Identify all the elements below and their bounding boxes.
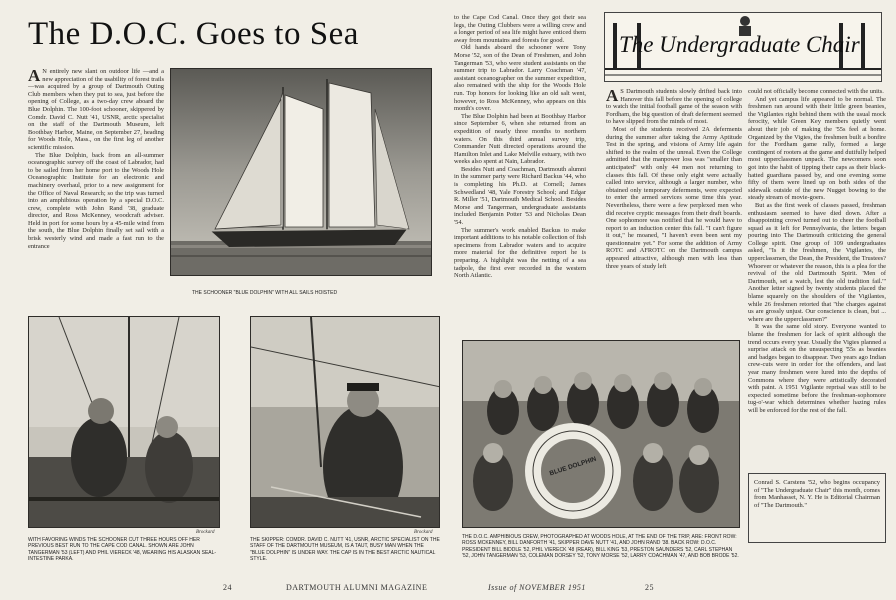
life-ring-label: BLUE DOLPHIN (548, 455, 598, 478)
crew-on-deck-caption: WITH FAVORING WINDS THE SCHOONER CUT THREE HOURS OFF HER PREVIOUS BEST RUN TO THE CAPE COD CANAL. SHOWN ARE JOHN TANGERMAN '53 (LEFT) AND PHIL VIERECK '48, WEARING HIS ALASKAN SEAL-INTESTINE PARKA. (28, 537, 217, 563)
left-col2-paragraph-3: The Blue Dolphin had been at Boothbay Harbor since September 6, when she returned from an expedition of nearly three months to northern waters. On this third annual survey trip, Commander Nutt directed operations around the Hamilton Inlet and Lake Melville estuary, with two weeks also spent at Nain, Labrador. (454, 112, 586, 166)
editor-note: Conrad S. Carstens '52, who begins occupancy of "The Undergraduate Chair" this month, comes from Manhasset, N. Y. He is Editorial Chairman of "The Dartmouth." (754, 479, 880, 509)
article-headline: The D.O.C. Goes to Sea (28, 16, 359, 52)
left-column-1 (28, 68, 164, 280)
skipper-caption: THE SKIPPER: COMDR. DAVID C. NUTT '41, USNR, ARCTIC SPECIALIST ON THE STAFF OF THE DARTMOUTH MUSEUM, IS A TAUT, BUSY MAN WHEN THE "BLUE DOLPHIN" IS UNDER WAY. THE CAP IS IN THE BEST ARCTIC NAUTICAL STYLE. (250, 537, 440, 563)
issue-date: Issue of NOVEMBER 1951 (488, 583, 586, 592)
left-col2-paragraph-1: to the Cape Cod Canal. Once they got their sea legs, the Outing Clubbers were a willing crew and a longer period of sea life might have enticed them away from mountains and forests for good. (454, 14, 586, 44)
right-paragraph-1: A S Dartmouth students slowly drifted back into Hanover this fall before the opening of college to watch the initial football game of the season with Fordham, the big question of draft deferment seemed to have slipped from the minds of most. (606, 88, 742, 126)
photo-credit-right: Brockard (414, 530, 433, 535)
schooner-photo (170, 68, 432, 276)
right-col2-paragraph-4: It was the same old story. Everyone wanted to blame the freshmen for lack of spirit although the trend occurs every year. Usually the Vigies planned a surprise attack on the unsuspecting '55s as beanies and badges began to disappear. Two years ago Indian crew-cuts were in order for the offenders, and last year many freshmen were lured into the depths of Commons where they were artistically decorated with paint. A 1951 Vigilante reprisal was still to be expected sometime before the freshman-sophomore tug-o'-war which determines whether hazing rules will be enforced for the rest of the fall. (748, 323, 886, 414)
amphibious-crew-photo (462, 340, 740, 528)
schooner-illustration (171, 69, 432, 276)
left-paragraph-2: The Blue Dolphin, back from an all-summer oceanographic survey off the coast of Labrador, had to be sailed from her home port to the Woods Hole Oceanographic Institute for an electronic and machinery overhaul, prior to a new assignment for the Office of Naval Research; so the trip was turned into an amphibious operation by a special D.O.C. crew, complete with John Rand '38, graduate director, and Ross McKenney, woodcraft adviser. Held in port for some hours by a 45-mile wind from the south, the Blue Dolphin finally set sail with a brisk westerly wind and made a fast run to the entrance (28, 151, 164, 250)
skipper-illustration (251, 317, 440, 528)
right-drop-cap: A (606, 88, 619, 105)
right-column-2 (748, 88, 886, 468)
left-col2-paragraph-5: The summer's work enabled Backus to make important additions to his notable collection of fish specimens from Labrador waters and to acquire more material for the definitive report he is preparing. A highlight was the netting of a sea tadpole, the first ever recorded in the western North Atlantic. (454, 226, 586, 280)
skipper-photo (250, 316, 440, 528)
magazine-name: DARTMOUTH ALUMNI MAGAZINE (286, 583, 428, 592)
undergraduate-chair-banner (604, 12, 882, 82)
right-paragraph-2: Most of the students received 2A deferments during the summer after taking the Army Aptitude Test in the spring, and visions of Army life again shifted to the realm of the unreal. Even the College admitted that the manpower loss was "smaller than anticipated" with only 44 men not returning to classes this fall. Of these only eight were actually called into service, although a larger number, who obtained only temporary deferments, were expected to enter the armed services some time this year. Nevertheless, there were a few perplexed men who did receive cryptic messages from their draft boards. One sophomore was notified that he would have to report to an induction center this fall. "I can't figure it out," he moaned, "I haven't even been sent my questionnaire yet." For some the addition of Army ROTC and AFROTC on the Dartmouth campus appeared attractive, although men with less than three years of study left (606, 125, 742, 270)
right-col2-paragraph-1: could not officially become connected with the units. (748, 88, 884, 95)
editor-note-box (748, 473, 886, 543)
right-col2-paragraph-3: But as the first week of classes passed, freshman enthusiasm seemed to have died down. After a disappointing crowd turned out to cheer the football squad as it left for Pennsylvania, the letters began pouring into The Dartmouth criticizing the general College spirit. One group of 109 undergraduates asked, "Is it the freshmen, the Vigilantes, the upperclassmen, the Dean, the President, the Trustees? Whoever or whatever the reason, this is a plea for the revival of the old Dartmouth Spirit. 'Men of Dartmouth, set a watch, lest the old tradition fail.'" Another letter signed by twenty students placed the blame squarely on the shoulders of the Vigilantes, while 26 freshmen retorted that "the charges against us are grossly unjust. Our conscience is clean, but ... where are the upperclassmen?" (748, 201, 886, 323)
schooner-caption: THE SCHOONER "BLUE DOLPHIN" WITH ALL SAILS HOISTED (192, 290, 338, 296)
left-col2-paragraph-4: Besides Nutt and Coachman, Dartmouth alumni in the summer party were Richard Backus '44, who is completing his Ph.D. at Cornell; James Schwedland '48, Yale Forestry School; and Edgar R. Miller '51, Dartmouth Medical School. Besides Morse and Tangerman, undergraduate assistants included Benjamin Potter '53 and Nicholas Dean '54. (454, 165, 586, 227)
amphibious-crew-illustration (463, 341, 740, 528)
photo-credit-left: Brockard (196, 530, 215, 535)
left-paragraph-1: A N entirely new slant on outdoor life —and a new appreciation of the usability of forest trails—was acquired by a group of Dartmouth Outing Club members when they put to sea, just before the opening of College, as a two-day crew aboard the Blue Dolphin. The 100-foot schooner, skippered by Comdr. David C. Nutt '41, USNR, arctic specialist on the staff of the Dartmouth Museum, left Boothbay Harbor, Maine, on September 27, heading for Woods Hole, Mass., on the first leg of another scientific mission. (28, 68, 164, 151)
crew-on-deck-illustration (29, 317, 220, 528)
crew-on-deck-photo (28, 316, 220, 528)
chair-title: The Undergraduate Chair (619, 32, 860, 57)
right-col2-paragraph-2: And yet campus life appeared to be normal. The freshmen ran around with their little green beanies, the Vigilantes right behind them with the usual mock ferocity, while Green Key members quietly went about their job of making the '55s feel at home. Organized by the Vigies, the freshmen built a bonfire for the Fordham game rally, formed a large contingent of rooters at the game and dutifully helped most upperclassmen unpack. The newcomers soon got into the habit of tipping their caps as their black-hatted guardians passed by, and one evening some fifty of them were lined up on both sides of the sidewalk outside of the new Nugget bowing to the steady stream of movie-goers. (748, 95, 886, 202)
amphibious-crew-caption: THE D.O.C. AMPHIBIOUS CREW, PHOTOGRAPHED AT WOODS HOLE, AT THE END OF THE TRIP, ARE: FRONT ROW: ROSS MCKENNEY, BILL DANFORTH '41, SKIPPER DAVE NUTT '41, AND JOHN RAND '38. BACK ROW: D.O.C. PRESIDENT BILL BIDDLE '52, PHIL VIERECK '48 (REAR), BILL KING '53, PRESTON SAUNDERS '52, CARL STEPHAN '52, JOHN TANGERMAN '53, COLEMAN DORSEY '52, TONY MORSE '52, LARRY COACHMAN '47, AND BOB BRODE '52. (462, 534, 739, 560)
page-number-right: 25 (645, 583, 654, 592)
page-number-left: 24 (223, 583, 232, 592)
left-col2-paragraph-2: Old hands aboard the schooner were Tony Morse '52, son of the Dean of Freshmen, and John Tangerman '53, who were student assistants on the summer trip to Labrador. Larry Coachman '47, assistant oceanographer on the summer expedition, also remained with the ship for the Woods Hole run. Top honors for looking like an old salt went, however, to Ross McKenney, who appears on this month's cover. (454, 44, 586, 113)
drop-cap: A (28, 68, 41, 85)
